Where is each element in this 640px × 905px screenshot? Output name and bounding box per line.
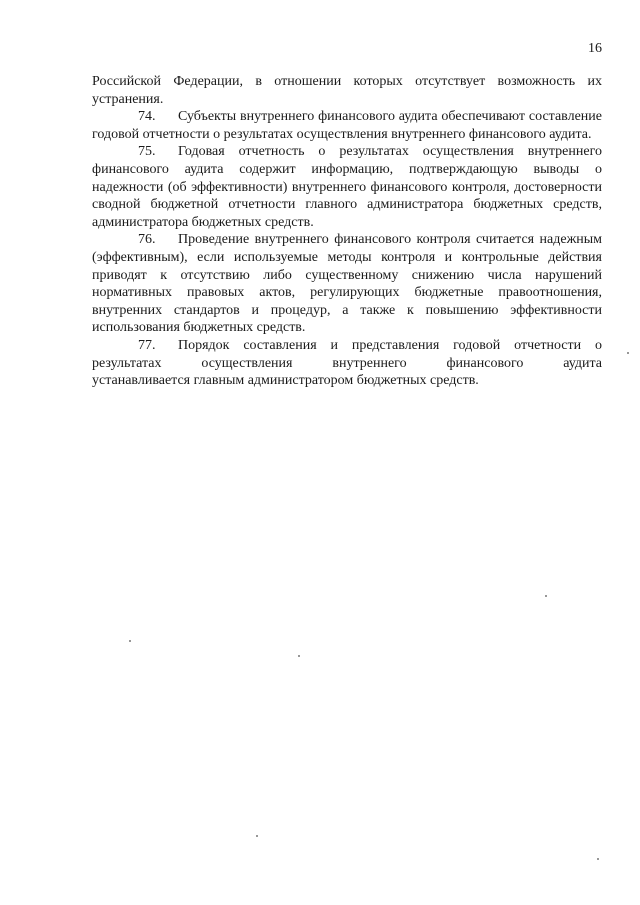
paragraph-text: Порядок составления и представления годовой отчетности о результатах осуществления внутреннего финансового аудита [92, 337, 602, 371]
scan-speck [129, 640, 131, 642]
page-number: 16 [588, 41, 602, 56]
paragraph-75 [92, 143, 602, 231]
paragraph-number: 76. [138, 232, 156, 248]
scan-speck [298, 655, 300, 657]
paragraph-text: устанавливается главным администратором бюджетных средств. [92, 373, 479, 389]
paragraph-text: Субъекты внутреннего финансового аудита обеспечивают составление годовой отчетности о результатах осуществления внутреннего финансового аудита. [92, 109, 602, 142]
paragraph-number: 77. [138, 337, 156, 353]
paragraph-74 [92, 108, 602, 143]
scan-speck [597, 858, 599, 860]
paragraph-continuation [92, 73, 602, 108]
paragraph-number: 75. [138, 144, 156, 160]
scan-speck [627, 352, 629, 354]
paragraph-text: Проведение внутреннего финансового контроля считается надежным (эффективным), если используемые методы контроля и контрольные действия приводят к отсутствию либо существенному снижению числа нарушений нормативных правовых актов, регулирующих бюджетные правоотношения, внутренних стандартов и процедур, а также к повышению эффективности использования бюджетных средств. [92, 232, 602, 336]
document-body [92, 73, 602, 390]
scan-speck [545, 595, 547, 597]
paragraph-text: Годовая отчетность о результатах осуществления внутреннего финансового аудита содержит информацию, подтверждающую выводы о надежности (об эффективности) внутреннего финансового контроля, достоверности сводной бюджетной отчетности главного администратора бюджетных средств, администратора бюджетных средств. [92, 144, 602, 230]
paragraph-text: Российской Федерации, в отношении которых отсутствует возможность их устранения. [92, 74, 602, 107]
paragraph-number: 74. [138, 109, 156, 125]
paragraph-77 [92, 337, 602, 372]
scan-speck [256, 835, 258, 837]
paragraph-77-last-line [92, 372, 602, 390]
paragraph-76 [92, 231, 602, 337]
